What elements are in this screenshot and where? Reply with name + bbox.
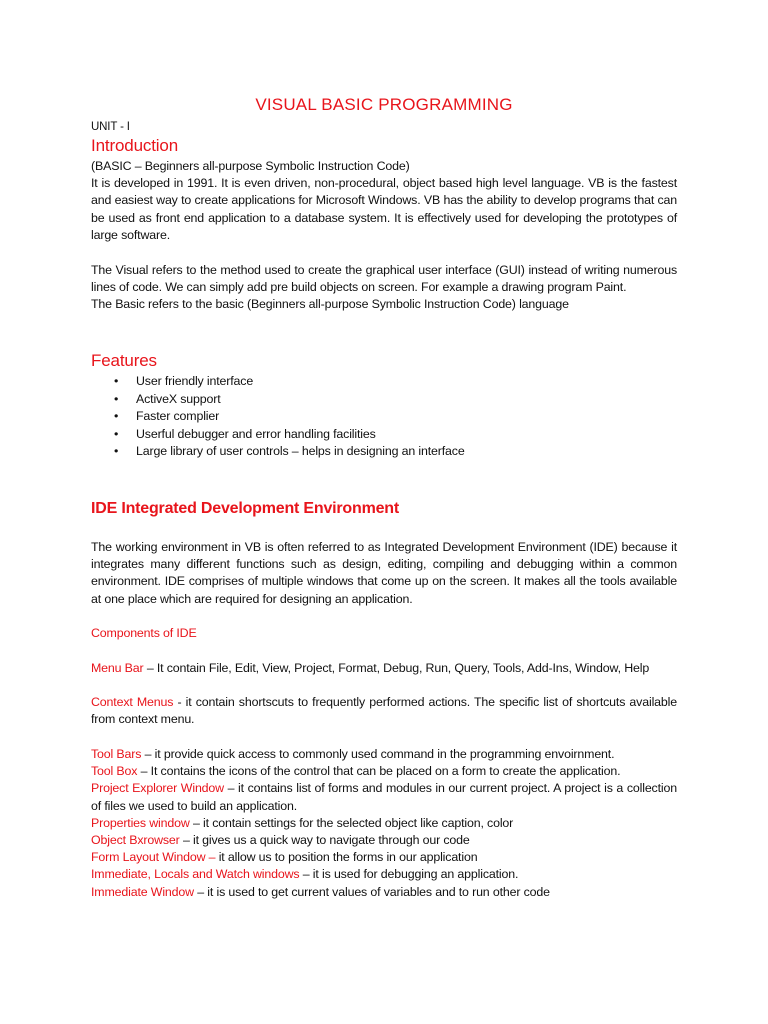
unit-label: UNIT - I — [91, 121, 130, 133]
features-list — [91, 373, 677, 461]
bullet-icon: • — [114, 391, 119, 406]
menu-bar-label: Menu Bar — [91, 661, 144, 675]
form-layout-label: Form Layout Window – — [91, 850, 216, 865]
basic-acronym-line: (BASIC – Beginners all-purpose Symbolic Instruction Code) — [91, 159, 410, 173]
properties-window-label: Properties window — [91, 815, 190, 830]
immediate-locals-text: – it is used for debugging an application. — [299, 867, 519, 882]
ide-heading: IDE Integrated Development Environment — [91, 500, 400, 517]
immediate-window-label: Immediate Window — [91, 884, 194, 899]
ide-paragraph-section — [91, 539, 677, 608]
feature-text: User friendly interface — [136, 374, 254, 388]
tool-bars-text: – it provide quick access to commonly used command in the programming envoirnment. — [141, 747, 615, 761]
immediate-window-text: – it is used to get current values of variables and to run other code — [193, 884, 550, 899]
visual-paragraph-section — [91, 262, 677, 314]
bullet-icon: • — [114, 426, 119, 441]
introduction-heading: Introduction — [91, 136, 179, 155]
visual-paragraph: The Visual refers to the method used to create the graphical user interface (GUI) instead of writing numerous lines of code. We can simply add pre build objects on screen. For example a drawing program Paint. — [91, 263, 677, 295]
page-title: VISUAL BASIC PROGRAMMING — [255, 95, 513, 114]
project-explorer-label: Project Explorer Window — [91, 781, 224, 796]
menu-bar-entry — [91, 660, 677, 677]
immediate-locals-label: Immediate, Locals and Watch windows — [91, 867, 300, 882]
components-heading-block — [91, 625, 677, 642]
feature-text: Large library of user controls – helps in designing an interface — [136, 444, 465, 458]
context-menus-entry — [91, 694, 677, 728]
bullet-icon: • — [114, 444, 119, 458]
feature-text: Userful debugger and error handling facilities — [136, 426, 376, 441]
properties-window-text: – it contain settings for the selected object like caption, color — [189, 815, 514, 830]
introduction-section — [91, 158, 677, 244]
list-item — [91, 373, 677, 391]
context-menus-label: Context Menus — [91, 695, 174, 709]
tool-box-label: Tool Box — [91, 764, 138, 779]
bullet-icon: • — [114, 374, 119, 388]
tool-box-text: – It contains the icons of the control that can be placed on a form to create the application. — [137, 764, 621, 779]
ide-paragraph: The working environment in VB is often referred to as Integrated Development Environment (IDE) because it integrates many different functions such as design, editing, compiling and debugging within a common environment. IDE comprises of multiple windows that come up on the screen. It makes all the tools available at one place which are required for designing an application. — [91, 540, 677, 606]
feature-text: Faster complier — [136, 409, 220, 423]
tool-bars-label: Tool Bars — [91, 747, 142, 761]
form-layout-text: it allow us to position the forms in our application — [215, 850, 478, 865]
menu-bar-text: – It contain File, Edit, View, Project, Format, Debug, Run, Query, Tools, Add-Ins, Window, Help — [143, 661, 650, 675]
bullet-icon: • — [114, 409, 119, 423]
list-item — [91, 426, 677, 444]
components-heading: Components of IDE — [91, 626, 197, 640]
features-heading: Features — [91, 351, 157, 370]
object-browser-label: Object Bxrowser — [91, 833, 180, 848]
components-list — [91, 746, 677, 901]
object-browser-text: – it gives us a quick way to navigate through our code — [179, 833, 470, 848]
feature-text: ActiveX support — [136, 391, 221, 406]
list-item — [91, 408, 677, 426]
basic-paragraph: The Basic refers to the basic (Beginners all-purpose Symbolic Instruction Code) language — [91, 297, 569, 312]
context-menus-text: - it contain shortscuts to frequently performed actions. The specific list of shortcuts available from context menu. — [91, 695, 677, 727]
list-item — [91, 391, 677, 409]
project-explorer-text: – it contains list of forms and modules in our current project. A project is a collection of files we used to build an application. — [91, 781, 677, 813]
introduction-paragraph: It is developed in 1991. It is even driven, non-procedural, object based high level language. VB is the fastest and easiest way to create applications for Microsoft Windows. VB has the ability to develop programs that can be used as front end application to a database system. It is effectively used for developing the prototypes of large software. — [91, 176, 677, 242]
list-item — [91, 443, 677, 461]
